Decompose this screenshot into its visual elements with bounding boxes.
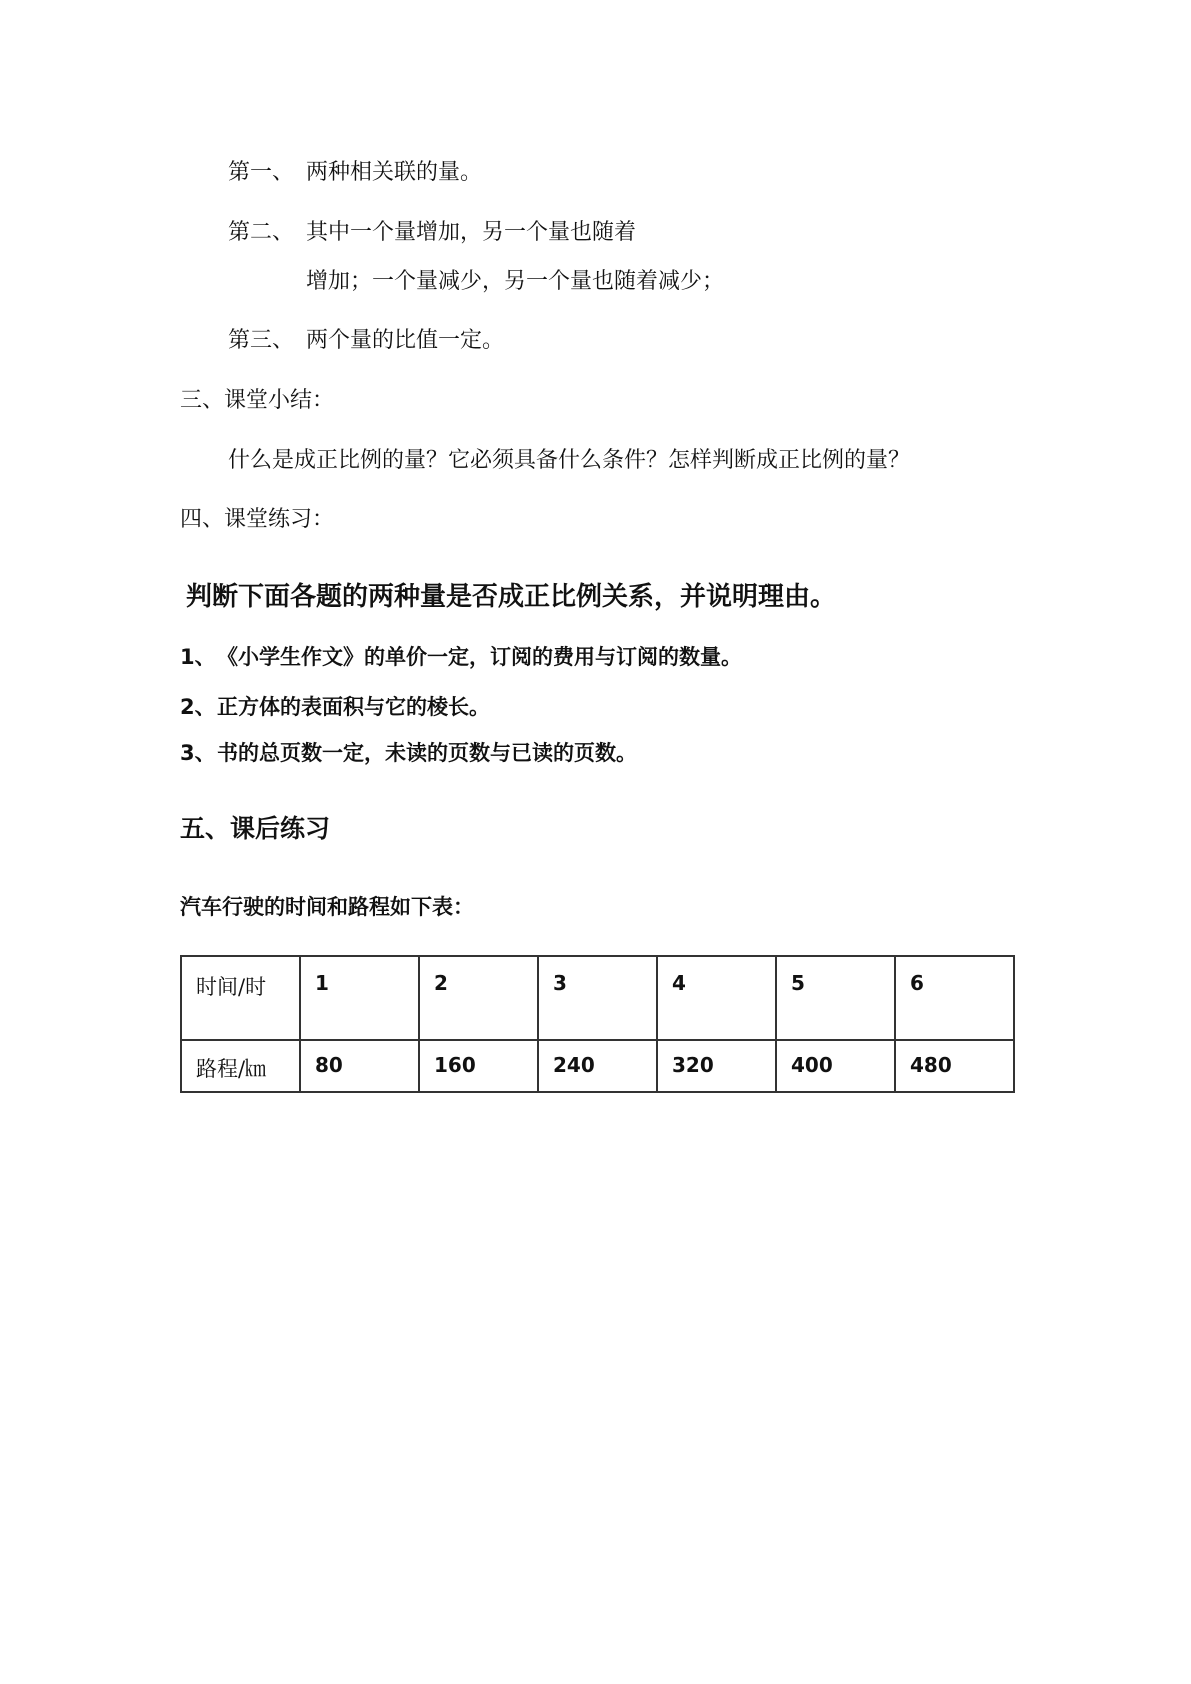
condition-3-prefix: 第三、: [228, 328, 295, 353]
practice-item-number: 2、: [180, 695, 216, 719]
condition-3: [228, 326, 504, 356]
table-cell: 3: [538, 956, 657, 1040]
table-cell: 6: [895, 956, 1014, 1040]
practice-item-text: 书的总页数一定，未读的页数与已读的页数。: [217, 741, 637, 765]
homework-heading: 五、课后练习: [180, 814, 331, 843]
summary-heading: 三、课堂小结：: [180, 388, 335, 413]
table-cell: 320: [657, 1040, 776, 1092]
practice-item-number: 3、: [180, 741, 216, 765]
practice-item: [180, 692, 490, 722]
table-cell: 400: [776, 1040, 895, 1092]
practice-item: [180, 642, 742, 672]
practice-item-text: 《小学生作文》的单价一定，订阅的费用与订阅的数量。: [217, 645, 742, 669]
practice-item: [180, 738, 637, 768]
table-row-header: 时间/时: [181, 956, 300, 1040]
practice-item-text: 正方体的表面积与它的棱长。: [217, 695, 490, 719]
table-row-time: [181, 956, 1014, 1040]
table-row-distance: [181, 1040, 1014, 1092]
practice-item-number: 1、: [180, 645, 216, 669]
table-cell: 4: [657, 956, 776, 1040]
condition-2-prefix: 第二、: [228, 220, 295, 245]
table-intro: 汽车行驶的时间和路程如下表：: [180, 895, 474, 919]
condition-1-prefix: 第一、: [228, 160, 295, 185]
time-distance-table: [180, 955, 1015, 1093]
table-cell: 1: [300, 956, 419, 1040]
condition-3-text: 两个量的比值一定。: [306, 328, 505, 353]
table-cell: 160: [419, 1040, 538, 1092]
summary-question: 什么是成正比例的量？它必须具备什么条件？怎样判断成正比例的量？: [228, 448, 911, 473]
table-cell: 2: [419, 956, 538, 1040]
table-cell: 5: [776, 956, 895, 1040]
table-cell: 240: [538, 1040, 657, 1092]
practice-instruction: 判断下面各题的两种量是否成正比例关系，并说明理由。: [186, 582, 837, 612]
table-cell: 480: [895, 1040, 1014, 1092]
condition-2-text: 其中一个量增加，另一个量也随着: [306, 220, 637, 245]
practice-heading: 四、课堂练习：: [180, 507, 335, 532]
condition-2: [228, 218, 636, 248]
table-cell: 80: [300, 1040, 419, 1092]
table-row-header: 路程/㎞: [181, 1040, 300, 1092]
condition-1: [228, 158, 482, 188]
condition-2-continuation: 增加；一个量减少，另一个量也随着减少；: [306, 269, 725, 294]
condition-1-text: 两种相关联的量。: [306, 160, 483, 185]
